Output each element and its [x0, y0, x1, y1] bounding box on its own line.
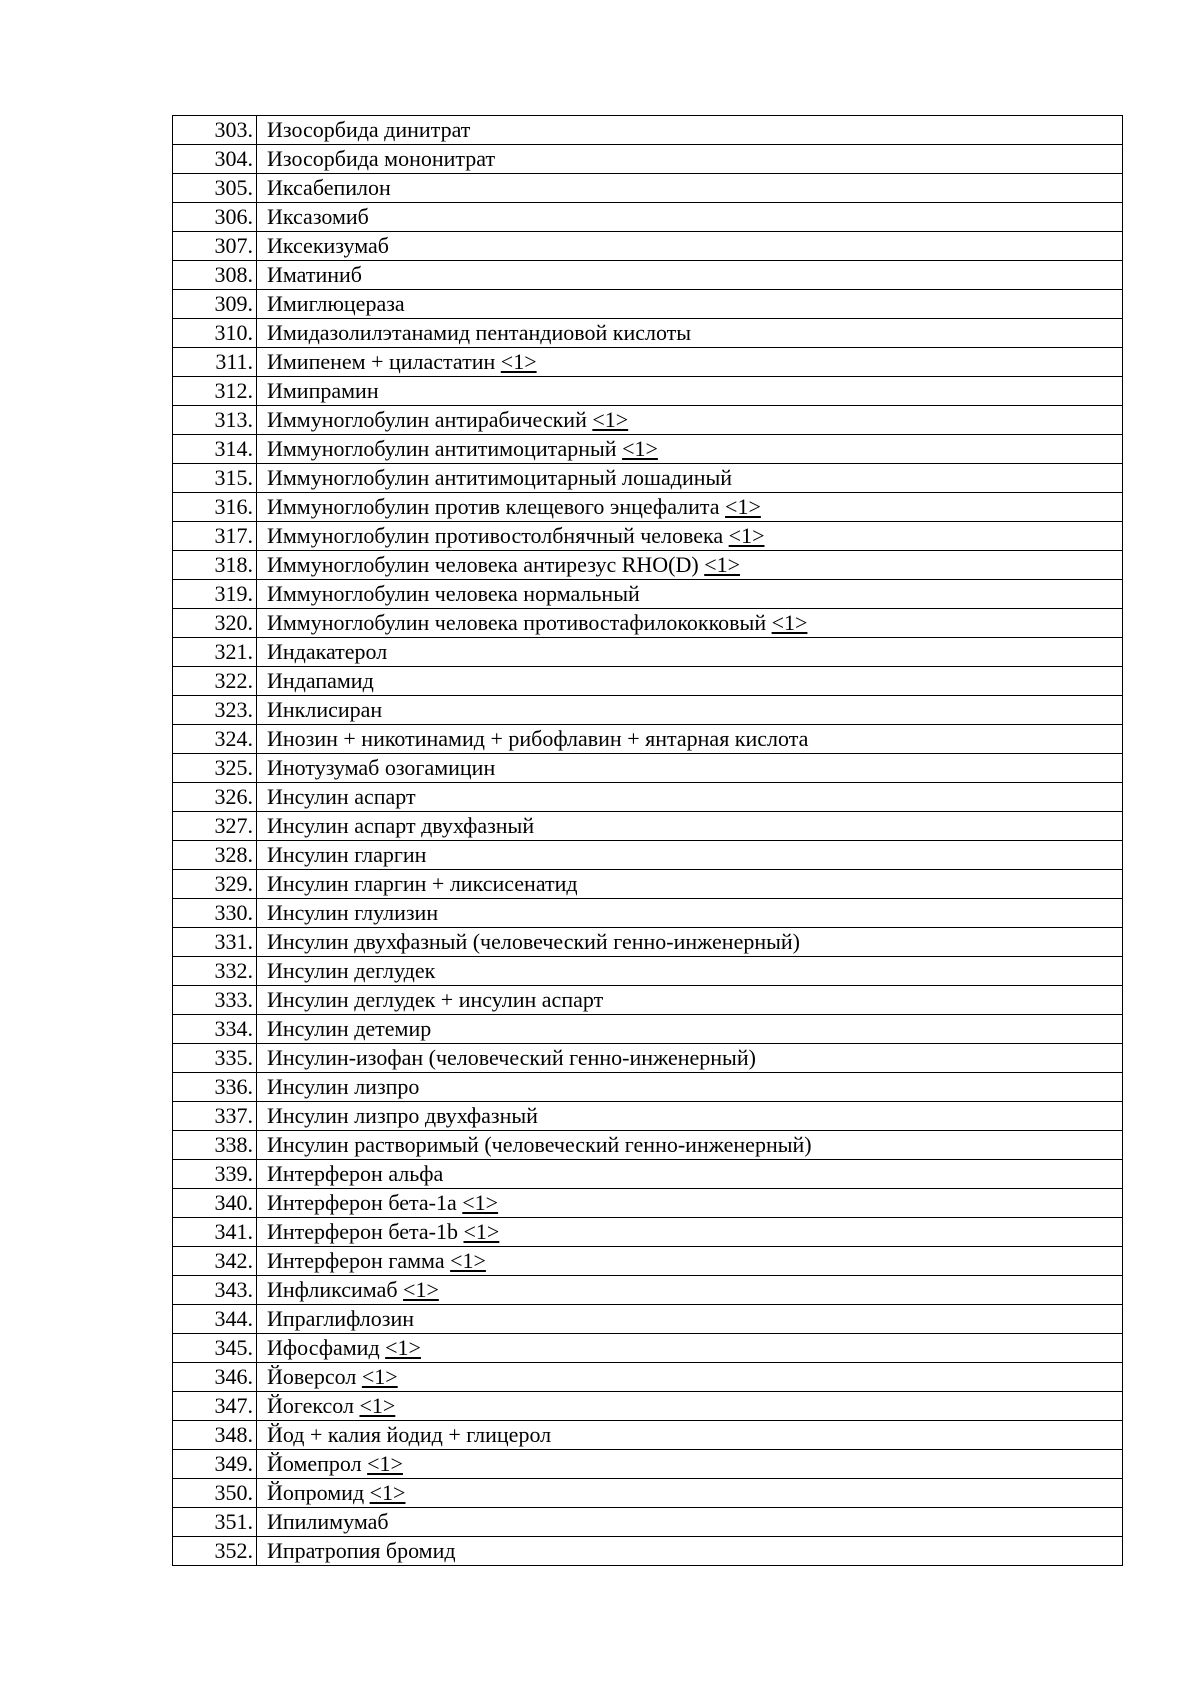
table-row [173, 464, 1123, 493]
drug-name: Инозин + никотинамид + рибофлавин + янтарная кислота [267, 726, 809, 751]
drug-name-cell [257, 464, 1123, 493]
table-row [173, 493, 1123, 522]
drug-name-cell [257, 319, 1123, 348]
row-number: 335. [173, 1044, 257, 1073]
row-number: 317. [173, 522, 257, 551]
table-row [173, 348, 1123, 377]
drug-list-body [173, 116, 1123, 1566]
table-row [173, 1131, 1123, 1160]
table-row [173, 899, 1123, 928]
row-number: 305. [173, 174, 257, 203]
drug-name: Имипрамин [267, 378, 379, 403]
row-number: 351. [173, 1508, 257, 1537]
drug-name-cell [257, 957, 1123, 986]
row-number: 316. [173, 493, 257, 522]
table-row [173, 1102, 1123, 1131]
drug-name: Ифосфамид [267, 1335, 380, 1360]
row-number: 333. [173, 986, 257, 1015]
drug-name: Ипратропия бромид [267, 1538, 456, 1563]
drug-name: Инсулин двухфазный (человеческий генно-инженерный) [267, 929, 800, 954]
row-number: 313. [173, 406, 257, 435]
drug-name-cell [257, 1479, 1123, 1508]
drug-name-cell [257, 870, 1123, 899]
row-number: 312. [173, 377, 257, 406]
row-number: 347. [173, 1392, 257, 1421]
drug-name: Инфликсимаб [267, 1277, 398, 1302]
drug-name-cell [257, 522, 1123, 551]
drug-name: Имипенем + циластатин [267, 349, 496, 374]
drug-name: Иматиниб [267, 262, 362, 287]
row-number: 339. [173, 1160, 257, 1189]
drug-name-cell [257, 1160, 1123, 1189]
table-row [173, 638, 1123, 667]
drug-name: Инклисиран [267, 697, 383, 722]
drug-name: Иммуноглобулин антитимоцитарный лошадиный [267, 465, 733, 490]
drug-name: Иммуноглобулин антирабический [267, 407, 587, 432]
row-number: 341. [173, 1218, 257, 1247]
row-number: 342. [173, 1247, 257, 1276]
drug-name-cell [257, 1247, 1123, 1276]
table-row [173, 435, 1123, 464]
drug-name-cell [257, 1015, 1123, 1044]
row-number: 336. [173, 1073, 257, 1102]
drug-name-cell [257, 261, 1123, 290]
row-number: 338. [173, 1131, 257, 1160]
drug-name: Инсулин аспарт [267, 784, 416, 809]
row-number: 324. [173, 725, 257, 754]
drug-name-cell [257, 232, 1123, 261]
row-number: 322. [173, 667, 257, 696]
footnote-link[interactable]: <1> [500, 349, 537, 374]
drug-list-table [172, 115, 1123, 1566]
table-row [173, 580, 1123, 609]
row-number: 330. [173, 899, 257, 928]
drug-name-cell [257, 1218, 1123, 1247]
row-number: 328. [173, 841, 257, 870]
footnote-link[interactable]: <1> [450, 1248, 486, 1273]
drug-name: Инсулин-изофан (человеческий генно-инженерный) [267, 1045, 756, 1070]
row-number: 315. [173, 464, 257, 493]
drug-name: Инсулин аспарт двухфазный [267, 813, 535, 838]
row-number: 323. [173, 696, 257, 725]
table-row [173, 783, 1123, 812]
table-row [173, 1450, 1123, 1479]
table-row [173, 116, 1123, 145]
table-row [173, 957, 1123, 986]
drug-name-cell [257, 812, 1123, 841]
row-number: 349. [173, 1450, 257, 1479]
drug-name-cell [257, 986, 1123, 1015]
drug-name: Иммуноглобулин человека противостафилококковый [267, 610, 767, 635]
row-number: 345. [173, 1334, 257, 1363]
drug-name: Интерферон бета-1b [267, 1219, 458, 1244]
drug-name-cell [257, 725, 1123, 754]
table-row [173, 1160, 1123, 1189]
row-number: 319. [173, 580, 257, 609]
drug-name-cell [257, 551, 1123, 580]
table-row [173, 377, 1123, 406]
drug-name: Йомепрол [267, 1451, 362, 1476]
drug-name-cell [257, 1450, 1123, 1479]
drug-name-cell [257, 1102, 1123, 1131]
footnote-link[interactable]: <1> [369, 1480, 406, 1505]
drug-name: Йоверсол [267, 1364, 357, 1389]
drug-name-cell [257, 1392, 1123, 1421]
table-row [173, 1508, 1123, 1537]
drug-name-cell [257, 1421, 1123, 1450]
table-row [173, 696, 1123, 725]
footnote-link[interactable]: <1> [704, 552, 741, 577]
drug-name: Интерферон бета-1a [267, 1190, 457, 1215]
footnote-link[interactable]: <1> [359, 1393, 396, 1418]
table-row [173, 1479, 1123, 1508]
footnote-link[interactable]: <1> [462, 1190, 499, 1215]
row-number: 337. [173, 1102, 257, 1131]
table-row [173, 290, 1123, 319]
drug-name: Инсулин деглудек + инсулин аспарт [267, 987, 604, 1012]
footnote-link[interactable]: <1> [725, 494, 761, 519]
table-row [173, 232, 1123, 261]
row-number: 340. [173, 1189, 257, 1218]
drug-name: Индапамид [267, 668, 374, 693]
row-number: 344. [173, 1305, 257, 1334]
table-row [173, 1247, 1123, 1276]
drug-name: Имидазолилэтанамид пентандиовой кислоты [267, 320, 692, 345]
drug-name: Инсулин лизпро [267, 1074, 420, 1099]
drug-name: Йогексол [267, 1393, 354, 1418]
row-number: 332. [173, 957, 257, 986]
row-number: 308. [173, 261, 257, 290]
drug-name-cell [257, 1363, 1123, 1392]
drug-name: Иммуноглобулин человека нормальный [267, 581, 640, 606]
drug-name: Инсулин деглудек [267, 958, 436, 983]
row-number: 314. [173, 435, 257, 464]
drug-name-cell [257, 406, 1123, 435]
drug-name: Иксазомиб [267, 204, 369, 229]
table-row [173, 174, 1123, 203]
drug-name: Йод + калия йодид + глицерол [267, 1422, 552, 1447]
drug-name-cell [257, 1131, 1123, 1160]
row-number: 327. [173, 812, 257, 841]
row-number: 350. [173, 1479, 257, 1508]
row-number: 321. [173, 638, 257, 667]
drug-name-cell [257, 1189, 1123, 1218]
drug-name-cell [257, 754, 1123, 783]
row-number: 331. [173, 928, 257, 957]
drug-name-cell [257, 1305, 1123, 1334]
table-row [173, 986, 1123, 1015]
drug-name: Индакатерол [267, 639, 388, 664]
row-number: 310. [173, 319, 257, 348]
row-number: 318. [173, 551, 257, 580]
footnote-link[interactable]: <1> [367, 1451, 403, 1476]
footnote-link[interactable]: <1> [622, 436, 658, 461]
drug-name: Иммуноглобулин против клещевого энцефалита [267, 494, 720, 519]
drug-name: Инсулин растворимый (человеческий генно-инженерный) [267, 1132, 812, 1157]
drug-name: Инсулин детемир [267, 1016, 432, 1041]
table-row [173, 319, 1123, 348]
drug-name-cell [257, 290, 1123, 319]
drug-name: Иммуноглобулин противостолбнячный человека [267, 523, 724, 548]
drug-name-cell [257, 1276, 1123, 1305]
table-row [173, 1044, 1123, 1073]
table-row [173, 812, 1123, 841]
row-number: 307. [173, 232, 257, 261]
drug-name: Инсулин гларгин [267, 842, 427, 867]
row-number: 348. [173, 1421, 257, 1450]
footnote-link[interactable]: <1> [361, 1364, 398, 1389]
row-number: 311. [173, 348, 257, 377]
drug-name-cell [257, 203, 1123, 232]
row-number: 334. [173, 1015, 257, 1044]
table-row [173, 522, 1123, 551]
drug-name-cell [257, 145, 1123, 174]
table-row [173, 261, 1123, 290]
drug-name: Иммуноглобулин человека антирезус RHO(D) [267, 552, 699, 577]
table-row [173, 1537, 1123, 1566]
drug-name: Инсулин лизпро двухфазный [267, 1103, 538, 1128]
table-row [173, 870, 1123, 899]
table-row [173, 1334, 1123, 1363]
drug-name-cell [257, 1508, 1123, 1537]
drug-name: Ипраглифлозин [267, 1306, 415, 1331]
drug-name: Иксабепилон [267, 175, 391, 200]
table-row [173, 203, 1123, 232]
drug-name-cell [257, 435, 1123, 464]
drug-name: Изосорбида динитрат [267, 117, 471, 142]
table-row [173, 928, 1123, 957]
footnote-link[interactable]: <1> [463, 1219, 500, 1244]
drug-name: Инсулин глулизин [267, 900, 439, 925]
drug-name: Интерферон гамма [267, 1248, 445, 1273]
drug-name-cell [257, 696, 1123, 725]
footnote-link[interactable]: <1> [403, 1277, 439, 1302]
drug-name-cell [257, 783, 1123, 812]
row-number: 352. [173, 1537, 257, 1566]
drug-name-cell [257, 841, 1123, 870]
table-row [173, 1015, 1123, 1044]
drug-name: Интерферон альфа [267, 1161, 444, 1186]
row-number: 325. [173, 754, 257, 783]
drug-name-cell [257, 116, 1123, 145]
footnote-link[interactable]: <1> [592, 407, 629, 432]
drug-name: Иммуноглобулин антитимоцитарный [267, 436, 617, 461]
drug-name: Имиглюцераза [267, 291, 405, 316]
table-row [173, 841, 1123, 870]
table-row [173, 1276, 1123, 1305]
drug-name-cell [257, 580, 1123, 609]
drug-name-cell [257, 1334, 1123, 1363]
drug-name-cell [257, 899, 1123, 928]
table-row [173, 1392, 1123, 1421]
row-number: 303. [173, 116, 257, 145]
row-number: 326. [173, 783, 257, 812]
table-row [173, 1189, 1123, 1218]
drug-name: Изосорбида мононитрат [267, 146, 496, 171]
row-number: 320. [173, 609, 257, 638]
table-row [173, 1218, 1123, 1247]
drug-name: Инотузумаб озогамицин [267, 755, 496, 780]
drug-name: Иксекизумаб [267, 233, 389, 258]
table-row [173, 667, 1123, 696]
drug-name-cell [257, 493, 1123, 522]
drug-name-cell [257, 1044, 1123, 1073]
row-number: 304. [173, 145, 257, 174]
footnote-link[interactable]: <1> [771, 610, 808, 635]
drug-name: Йопромид [267, 1480, 365, 1505]
row-number: 329. [173, 870, 257, 899]
row-number: 346. [173, 1363, 257, 1392]
footnote-link[interactable]: <1> [728, 523, 765, 548]
drug-name-cell [257, 174, 1123, 203]
drug-name-cell [257, 667, 1123, 696]
drug-name: Инсулин гларгин + ликсисенатид [267, 871, 578, 896]
drug-name-cell [257, 928, 1123, 957]
row-number: 309. [173, 290, 257, 319]
drug-name-cell [257, 1073, 1123, 1102]
table-row [173, 1305, 1123, 1334]
drug-name: Ипилимумаб [267, 1509, 389, 1534]
table-row [173, 1363, 1123, 1392]
table-row [173, 551, 1123, 580]
row-number: 343. [173, 1276, 257, 1305]
drug-name-cell [257, 638, 1123, 667]
table-row [173, 725, 1123, 754]
table-row [173, 145, 1123, 174]
drug-name-cell [257, 1537, 1123, 1566]
table-row [173, 1421, 1123, 1450]
drug-name-cell [257, 348, 1123, 377]
table-row [173, 754, 1123, 783]
table-row [173, 406, 1123, 435]
table-row [173, 1073, 1123, 1102]
row-number: 306. [173, 203, 257, 232]
footnote-link[interactable]: <1> [385, 1335, 421, 1360]
table-row [173, 609, 1123, 638]
drug-name-cell [257, 609, 1123, 638]
drug-name-cell [257, 377, 1123, 406]
